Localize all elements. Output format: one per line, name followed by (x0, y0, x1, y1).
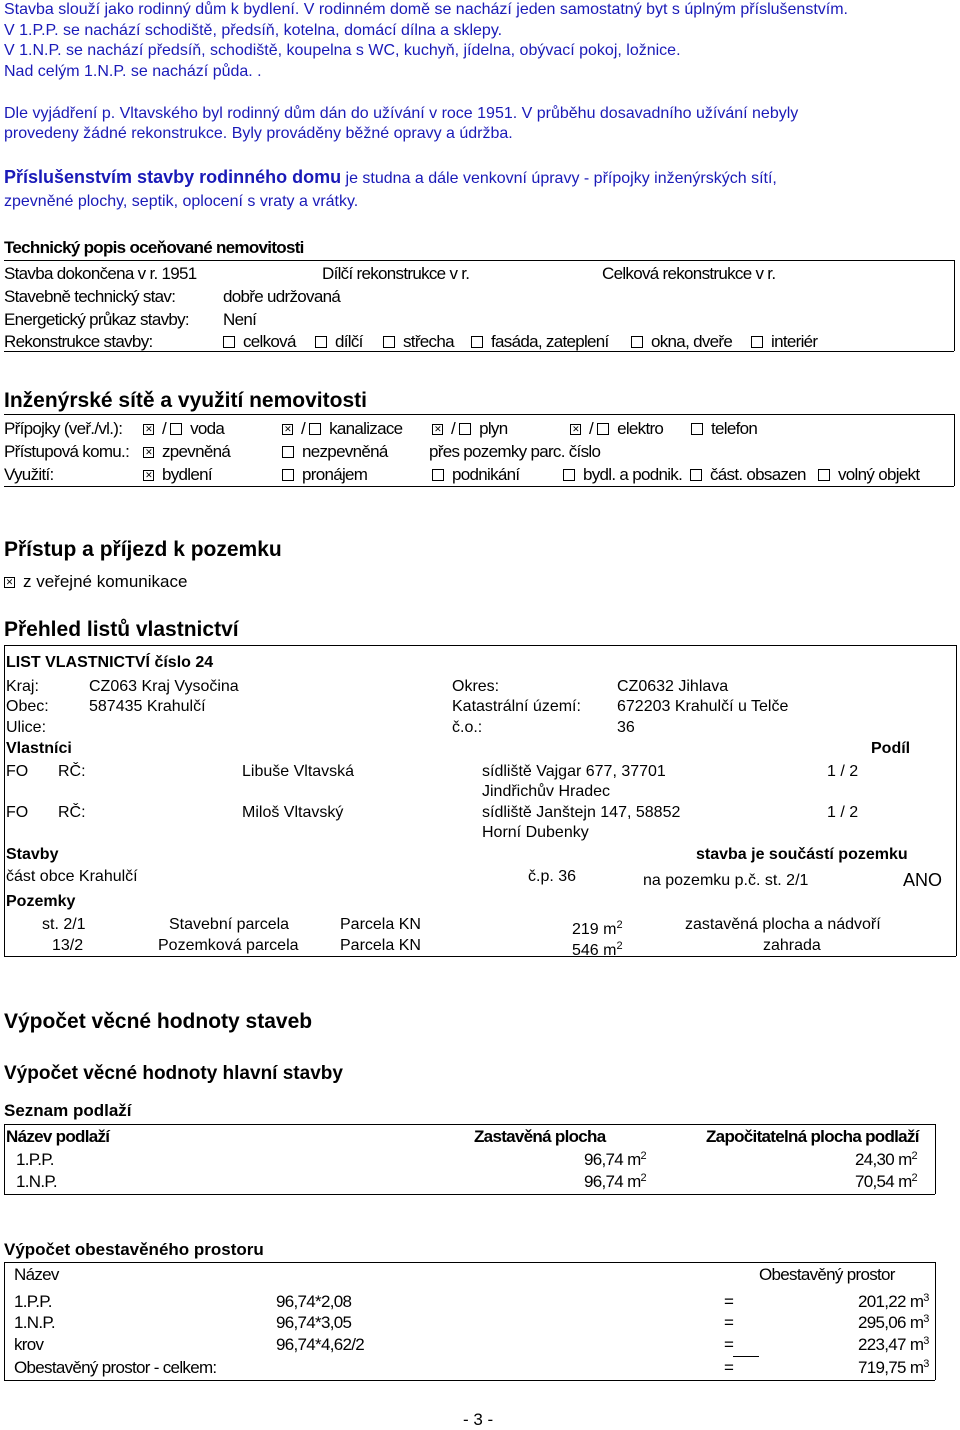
owner-1-type: FO (6, 763, 29, 780)
ku-value: 672203 Krahulčí u Telče (617, 698, 789, 715)
divider (956, 645, 957, 956)
tech-state-value: dobře udržovaná (223, 287, 341, 306)
volume-title: Výpočet obestavěného prostoru (4, 1240, 264, 1259)
plot-2-use: zahrada (763, 937, 821, 954)
use-option-podnikani[interactable]: podnikání (432, 465, 519, 485)
connection-elektro[interactable]: ✕ / elektro (570, 419, 663, 439)
access-title: Přístup a příjezd k pozemku (4, 538, 282, 561)
owner-1-share: 1 / 2 (827, 763, 859, 780)
use-option-cast-obsazen[interactable]: část. obsazen (690, 465, 806, 485)
checkbox-checked-icon (143, 424, 154, 435)
checkbox-empty-icon (383, 336, 395, 348)
plot-2-type: Parcela KN (340, 937, 421, 954)
volume-3-value: 223,47 $m^3$ (858, 1335, 929, 1354)
checkbox-empty-icon (818, 469, 830, 481)
volume-1-value: 201,22 $m^3$ (858, 1292, 929, 1311)
owner-1-rc: RČ: (58, 763, 86, 780)
checkbox-empty-icon (315, 336, 327, 348)
checkbox-empty-icon (597, 423, 609, 435)
floors-header-counted: Započitatelná plocha podlaží (706, 1127, 919, 1146)
lv-title: LIST VLASTNICTVÍ číslo 24 (6, 654, 214, 671)
volume-total-value: 719,75 $m^3$ (858, 1358, 929, 1377)
okres-value: CZ0632 Jihlava (617, 678, 729, 695)
recon-option-interier[interactable]: interiér (751, 332, 817, 352)
checkbox-checked-icon (143, 447, 154, 458)
floors-title: Seznam podlaží (4, 1101, 132, 1120)
owner-2-share: 1 / 2 (827, 804, 859, 821)
plot-1-type: Parcela KN (340, 916, 421, 933)
use-option-bydl-podnik[interactable]: bydl. a podnik. (563, 465, 682, 485)
floor-2-name: 1.N.P. (16, 1172, 57, 1191)
divider (4, 260, 954, 261)
divider (4, 1124, 935, 1125)
divider (954, 414, 955, 486)
volume-1-formula: 96,74*2,08 (276, 1292, 352, 1311)
plot-1-use: zastavěná plocha a nádvoří (685, 916, 881, 933)
plots-label: Pozemky (6, 893, 76, 910)
kraj-value: CZ063 Kraj Vysočina (89, 678, 239, 695)
divider (954, 260, 955, 351)
owner-2-type: FO (6, 804, 29, 821)
owner-1-address-city: Jindřichův Hradec (482, 783, 611, 800)
checkbox-empty-icon (282, 446, 294, 458)
ku-label: Katastrální území: (452, 698, 581, 715)
intro-paragraph (4, 0, 954, 82)
floor-1-counted: 24,30 $m^2$ (855, 1150, 917, 1169)
calc-subtitle: Výpočet věcné hodnoty hlavní stavby (4, 1063, 343, 1084)
recon-option-celkova[interactable]: celková (223, 332, 296, 352)
access-option-pres-pozemky: přes pozemky parc. číslo (429, 442, 601, 461)
co-value: 36 (617, 719, 635, 736)
divider (935, 1124, 936, 1194)
building-ano: ANO (903, 870, 943, 890)
building-part-label: stavba je součástí pozemku (696, 846, 908, 863)
connections-label: Přípojky (veř./vl.): (4, 419, 123, 438)
access-option-zpevnena[interactable]: ✕ zpevněná (143, 442, 230, 462)
owner-1-address: sídliště Vajgar 677, 37701 (482, 763, 666, 780)
owners-label: Vlastníci (6, 740, 72, 757)
connection-plyn[interactable]: ✕ / plyn (432, 419, 507, 439)
divider (4, 1124, 5, 1194)
volume-2-name: 1.N.P. (14, 1313, 55, 1332)
checkbox-checked-icon (4, 577, 15, 588)
tech-title: Technický popis oceňované nemovitosti (4, 238, 304, 257)
checkbox-empty-icon (751, 336, 763, 348)
history-line-1: Dle vyjádření p. Vltavského byl rodinný dům dán do užívání v roce 1951. V průběhu dosavadního užívání nebyly (4, 105, 799, 122)
co-label: č.o.: (452, 719, 483, 736)
checkbox-empty-icon (471, 336, 483, 348)
networks-title: Inženýrské sítě a využití nemovitosti (4, 389, 367, 412)
building-cp: č.p. 36 (528, 868, 577, 885)
divider (4, 645, 956, 646)
plot-1-id: st. 2/1 (42, 916, 86, 933)
use-option-pronajem[interactable]: pronájem (282, 465, 367, 485)
checkbox-empty-icon (432, 469, 444, 481)
plot-2-area: 546 $m^2$ (572, 940, 623, 959)
divider (4, 1262, 5, 1380)
recon-option-strecha[interactable]: střecha (383, 332, 454, 352)
recon-option-okna[interactable]: okna, dveře (631, 332, 732, 352)
obec-label: Obec: (6, 698, 49, 715)
checkbox-checked-icon (570, 424, 581, 435)
intro-line: V 1.P.P. se nachází schodiště, předsíň, kotelna, domácí dílna a sklepy. (4, 21, 503, 39)
checkbox-empty-icon (691, 423, 703, 435)
divider (4, 645, 5, 956)
connection-voda[interactable]: ✕ / voda (143, 419, 224, 439)
owner-1-name: Libuše Vltavská (242, 763, 355, 780)
checkbox-empty-icon (690, 469, 702, 481)
share-label: Podíl (871, 740, 911, 757)
accessories-text: je studna a dále venkovní úpravy - přípojky inženýrských sítí, (341, 170, 777, 187)
tech-full: Celková rekonstrukce v r. (602, 264, 776, 283)
history-line-2: provedeny žádné rekonstrukce. Byly prováděny běžné opravy a údržba. (4, 125, 513, 142)
calc-title: Výpočet věcné hodnoty staveb (4, 1010, 313, 1033)
floor-1-name: 1.P.P. (16, 1150, 54, 1169)
tech-partial: Dílčí rekonstrukce v r. (322, 264, 470, 283)
plot-1-kind: Stavební parcela (169, 916, 290, 933)
floor-2-built: 96,74 $m^2$ (584, 1172, 646, 1191)
volume-header-value: Obestavěný prostor (759, 1265, 895, 1284)
total-separator (733, 1356, 759, 1357)
owner-2-name: Miloš Vltavský (242, 804, 344, 821)
tech-state-label: Stavebně technický stav: (4, 287, 176, 306)
access-option-nezpevnena[interactable]: nezpevněná (282, 442, 388, 462)
owner-2-address: sídliště Janštejn 147, 58852 (482, 804, 681, 821)
checkbox-empty-icon (309, 423, 321, 435)
kraj-label: Kraj: (6, 678, 39, 695)
tech-recon-label: Rekonstrukce stavby: (4, 332, 153, 351)
use-label: Využití: (4, 465, 54, 484)
use-option-bydleni[interactable]: ✕ bydlení (143, 465, 212, 485)
accessories-line-1 (4, 167, 777, 188)
use-option-volny[interactable]: volný objekt (818, 465, 919, 485)
volume-3-formula: 96,74*4,62/2 (276, 1335, 365, 1354)
buildings-label: Stavby (6, 846, 59, 863)
connection-kanalizace[interactable]: ✕ / kanalizace (282, 419, 402, 439)
divider (4, 1194, 935, 1195)
checkbox-empty-icon (223, 336, 235, 348)
floor-1-built: 96,74 $m^2$ (584, 1150, 646, 1169)
accessories-heading: Příslušenstvím stavby rodinného domu (4, 167, 342, 187)
ulice-label: Ulice: (6, 719, 47, 736)
volume-1-name: 1.P.P. (14, 1292, 52, 1311)
floors-header-built: Zastavěná plocha (474, 1127, 606, 1146)
volume-total-label: Obestavěný prostor - celkem: (14, 1358, 217, 1377)
tech-completed: Stavba dokončena v r. 1951 (4, 264, 197, 283)
plot-1-area: 219 $m^2$ (572, 919, 623, 938)
divider (4, 486, 954, 487)
recon-option-dilci[interactable]: dílčí (315, 332, 363, 352)
checkbox-empty-icon (459, 423, 471, 435)
owner-2-address-city: Horní Dubenky (482, 824, 589, 841)
access-label: Přístupová komu.: (4, 442, 130, 461)
volume-3-name: krov (14, 1335, 44, 1354)
divider (4, 956, 956, 957)
volume-header-name: Název (14, 1265, 59, 1284)
tech-energy-value: Není (223, 310, 257, 329)
building-place: část obce Krahulčí (6, 868, 138, 885)
volume-2-value: 295,06 $m^3$ (858, 1313, 929, 1332)
divider (4, 1380, 935, 1381)
divider (4, 414, 954, 415)
checkbox-checked-icon (143, 470, 154, 481)
volume-3-eq: = (724, 1335, 734, 1354)
volume-2-formula: 96,74*3,05 (276, 1313, 352, 1332)
divider (935, 1262, 936, 1380)
checkbox-empty-icon (563, 469, 575, 481)
divider (4, 1262, 935, 1263)
page-number: - 3 - (463, 1410, 494, 1429)
intro-line: V 1.N.P. se nachází předsíň, schodiště, koupelna s WC, kuchyň, jídelna, obývací pokoj, ložnice. (4, 42, 681, 59)
access-public-road[interactable]: ✕z veřejné komunikace (4, 572, 187, 592)
accessories-line-2: zpevněné plochy, septik, oplocení s vraty a vrátky. (4, 193, 359, 210)
volume-2-eq: = (724, 1313, 734, 1332)
intro-line: Stavba slouží jako rodinný dům k bydlení. V rodinném domě se nachází jeden samostatný byt s úplným příslušenstvím. (4, 1, 848, 18)
floors-header-name: Název podlaží (6, 1127, 110, 1146)
floor-2-counted: 70,54 $m^2$ (855, 1172, 917, 1191)
okres-label: Okres: (452, 678, 500, 695)
volume-total-eq: = (724, 1358, 734, 1377)
plot-2-id: 13/2 (52, 937, 84, 954)
checkbox-checked-icon (432, 424, 443, 435)
obec-value: 587435 Krahulčí (89, 698, 206, 715)
plot-2-kind: Pozemková parcela (158, 937, 299, 954)
divider (4, 351, 954, 352)
checkbox-empty-icon (631, 336, 643, 348)
checkbox-checked-icon (282, 424, 293, 435)
owner-2-rc: RČ: (58, 804, 86, 821)
volume-1-eq: = (724, 1292, 734, 1311)
intro-line: Nad celým 1.N.P. se nachází půda. . (4, 62, 262, 80)
connection-telefon[interactable]: telefon (691, 419, 757, 439)
checkbox-empty-icon (170, 423, 182, 435)
recon-option-fasada[interactable]: fasáda, zateplení (471, 332, 609, 352)
building-plot: na pozemku p.č. st. 2/1 (643, 872, 809, 889)
ownership-title: Přehled listů vlastnictví (4, 618, 239, 641)
checkbox-empty-icon (282, 469, 294, 481)
tech-energy-label: Energetický průkaz stavby: (4, 310, 189, 329)
